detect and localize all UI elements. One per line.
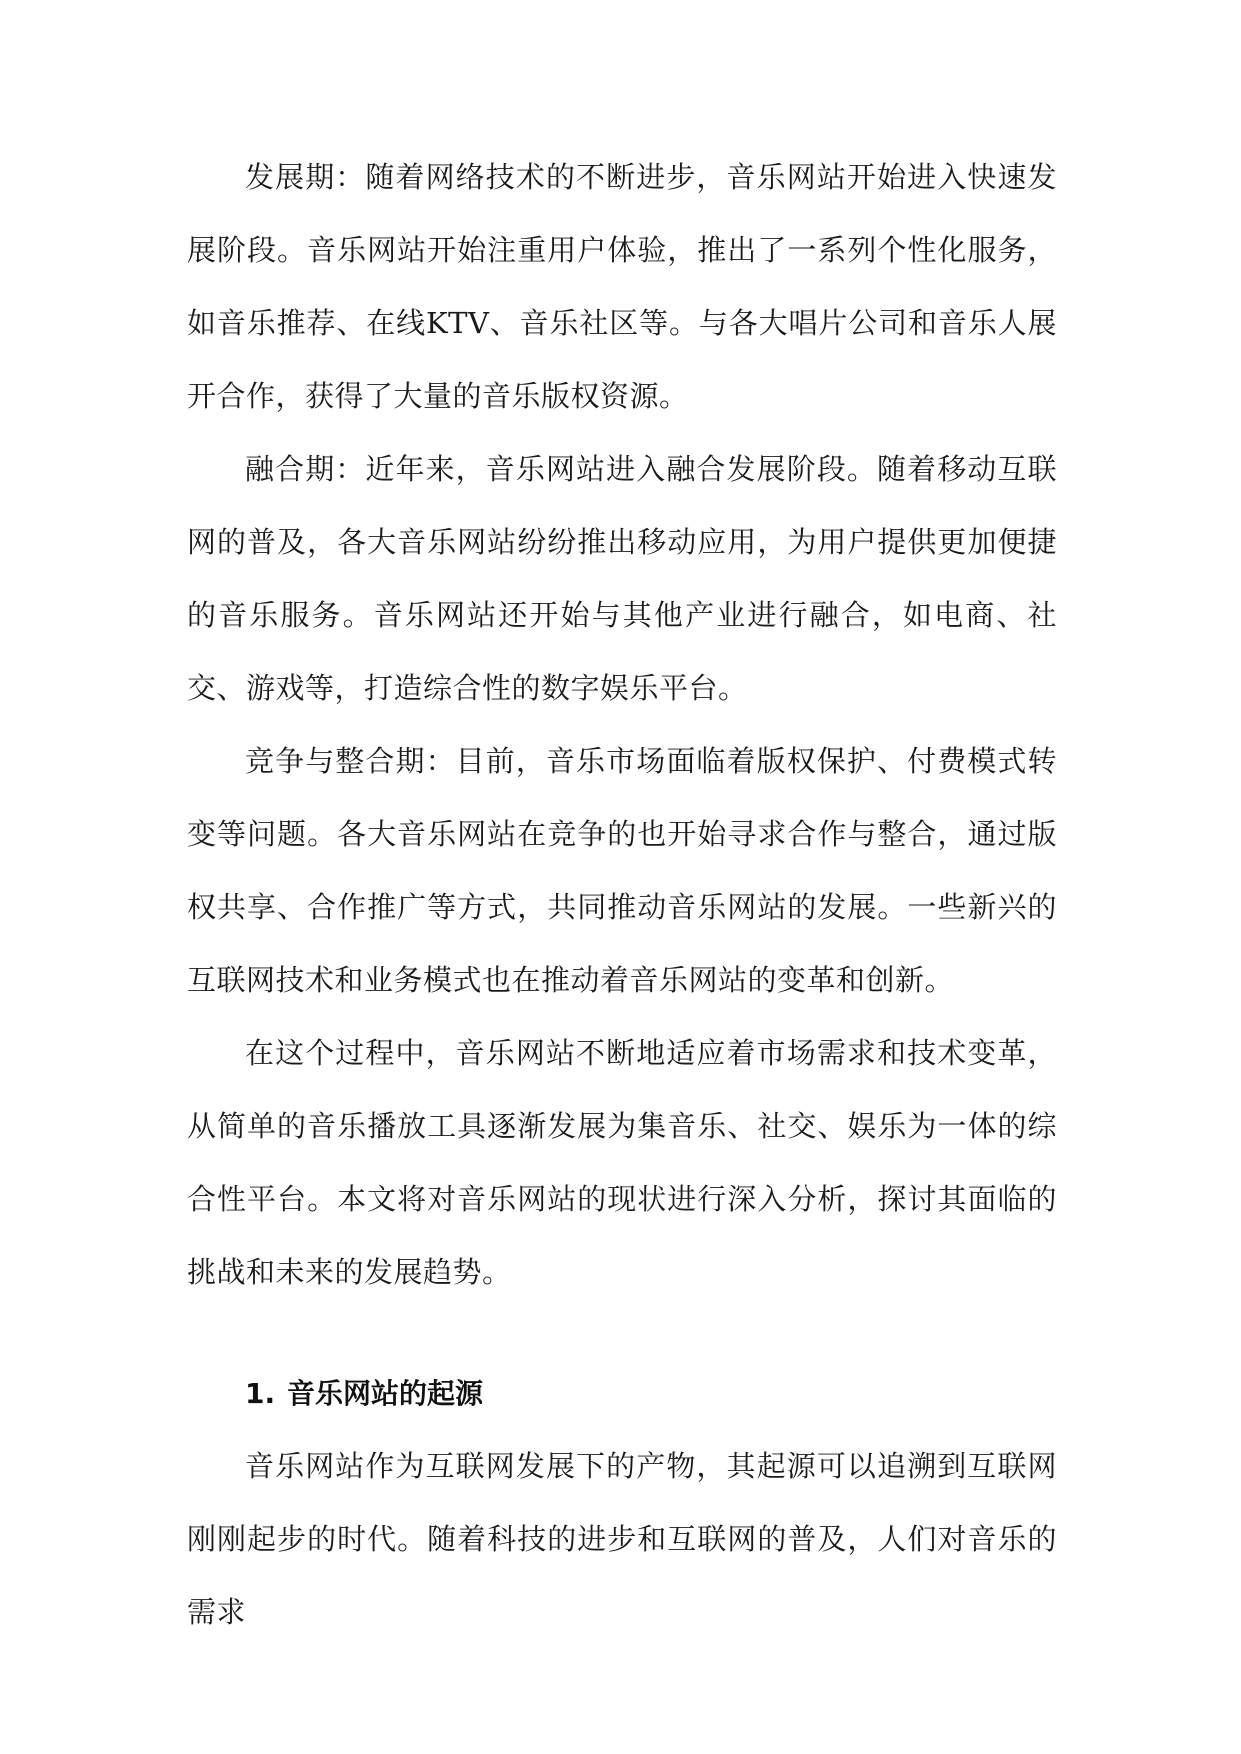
section-heading: [187, 1357, 1057, 1430]
paragraph-competition-period: 竞争与整合期：目前，音乐市场面临着版权保护、付费模式转变等问题。各大音乐网站在竞争的也开始寻求合作与整合，通过版权共享、合作推广等方式，共同推动音乐网站的发展。一些新兴的互联网技术和业务模式也在推动着音乐网站的变革和创新。: [187, 744, 1057, 997]
section-number: 1.: [245, 1377, 276, 1410]
paragraph-summary: 在这个过程中，音乐网站不断地适应着市场需求和技术变革，从简单的音乐播放工具逐渐发展为集音乐、社交、娱乐为一体的综合性平台。本文将对音乐网站的现状进行深入分析，探讨其面临的挑战和未来的发展趋势。: [187, 1036, 1057, 1289]
paragraph-origin: 音乐网站作为互联网发展下的产物，其起源可以追溯到互联网刚刚起步的时代。随着科技的进步和互联网的普及，人们对音乐的需求: [187, 1449, 1057, 1629]
section-title: 音乐网站的起源: [287, 1377, 484, 1410]
paragraph-development-period: 发展期：随着网络技术的不断进步，音乐网站开始进入快速发展阶段。音乐网站开始注重用户体验，推出了一系列个性化服务，如音乐推荐、在线KTV、音乐社区等。与各大唱片公司和音乐人展开合作，获得了大量的音乐版权资源。: [187, 160, 1057, 413]
document-body: [187, 141, 1057, 1649]
paragraph-integration-period: 融合期：近年来，音乐网站进入融合发展阶段。随着移动互联网的普及，各大音乐网站纷纷推出移动应用，为用户提供更加便捷的音乐服务。音乐网站还开始与其他产业进行融合，如电商、社交、游戏等，打造综合性的数字娱乐平台。: [187, 452, 1057, 705]
